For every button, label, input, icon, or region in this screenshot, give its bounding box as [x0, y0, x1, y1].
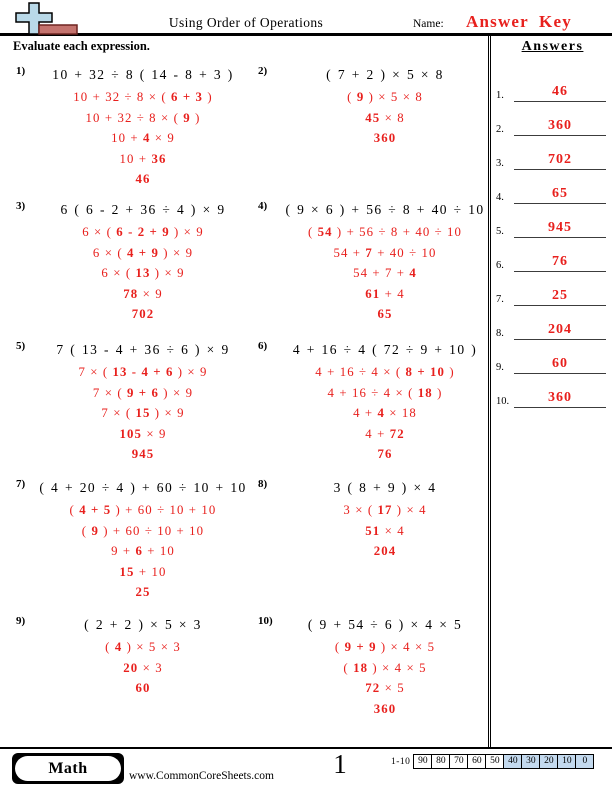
- problem-work: [38, 615, 248, 699]
- step-highlight: 4 + 5: [79, 503, 112, 517]
- solution-step: [353, 403, 417, 424]
- problem-work: [280, 200, 490, 325]
- page-number: 1: [333, 749, 347, 779]
- answer-blank: [514, 286, 606, 306]
- solution-step: [343, 658, 426, 679]
- step-highlight: 9: [356, 90, 365, 104]
- answer-number: 1.: [496, 90, 504, 101]
- step-text: × 5: [380, 681, 405, 696]
- step-text: 54 +: [333, 245, 366, 260]
- step-highlight: 45: [365, 110, 381, 125]
- answer-blank: [514, 218, 606, 238]
- answer-blank: [514, 388, 606, 408]
- step-text: × 4: [380, 523, 405, 538]
- solution-step: [123, 284, 162, 305]
- solution-step: [93, 383, 193, 404]
- problem-number: 6): [258, 340, 268, 352]
- step-text: (: [334, 640, 345, 654]
- step-highlight: 72: [365, 681, 381, 696]
- step-text: + 10: [134, 564, 167, 579]
- step-highlight: 4: [143, 131, 151, 146]
- answer-row: [491, 272, 612, 306]
- problem-expression: 10 + 32 ÷ 8 ( 14 - 8 + 3 ): [52, 67, 234, 82]
- problem-block: [16, 478, 250, 603]
- step-highlight: 702: [131, 307, 155, 322]
- step-text: 10 + 32 ÷ 8 × (: [73, 90, 172, 104]
- answer-value: 76: [552, 254, 568, 269]
- grade-scale-cells: [414, 754, 594, 769]
- step-text: × 9: [138, 286, 163, 301]
- solution-step: [335, 637, 435, 658]
- answer-number: 8.: [496, 328, 504, 339]
- solution-step: [378, 444, 393, 465]
- step-text: × 9: [150, 131, 175, 146]
- problem-work: [280, 615, 490, 719]
- step-text: × 18: [385, 406, 417, 421]
- step-highlight: 25: [135, 585, 151, 600]
- step-highlight: 8 + 10: [405, 365, 446, 379]
- answer-number: 6.: [496, 260, 504, 271]
- step-highlight: 4: [114, 640, 123, 654]
- problem-number: 10): [258, 615, 273, 627]
- solution-step: [308, 222, 462, 243]
- problem-expression: 7 ( 13 - 4 + 36 ÷ 6 ) × 9: [56, 342, 230, 357]
- step-text: (: [81, 523, 92, 538]
- solution-step: [136, 582, 151, 603]
- problem-expression: 6 ( 6 - 2 + 36 ÷ 4 ) × 9: [60, 202, 226, 217]
- answer-row: [491, 238, 612, 272]
- answer-value: 204: [548, 322, 572, 337]
- step-highlight: 9: [91, 523, 99, 538]
- step-text: ) × 5 × 3: [122, 640, 181, 654]
- step-highlight: 9 + 9: [344, 640, 377, 654]
- solution-step: [93, 243, 193, 264]
- step-text: 4 + 16 ÷ 4 × (: [315, 365, 406, 379]
- solution-step: [78, 362, 207, 383]
- problem-work: [280, 65, 490, 149]
- step-highlight: 6 + 3: [171, 90, 204, 104]
- solution-step: [374, 128, 397, 149]
- step-highlight: 78: [123, 286, 139, 301]
- grade-cell: 30: [521, 754, 540, 769]
- step-highlight: 13: [135, 266, 151, 281]
- problem-expression: ( 7 + 2 ) × 5 × 8: [326, 67, 444, 82]
- answer-row: [491, 204, 612, 238]
- step-text: 10 +: [111, 131, 143, 146]
- step-text: × 8: [380, 110, 405, 125]
- website-text: www.CommonCoreSheets.com: [129, 770, 274, 782]
- step-highlight: 20: [123, 660, 139, 675]
- step-highlight: 9 + 6: [127, 385, 159, 400]
- solution-step: [101, 263, 184, 284]
- solution-step: [82, 521, 204, 542]
- grade-cell: 70: [449, 754, 468, 769]
- answer-value: 65: [552, 186, 568, 201]
- grade-scale-label: 1-10: [391, 756, 411, 767]
- problem-number: 9): [16, 615, 26, 627]
- solution-step: [86, 108, 201, 129]
- answer-value: 945: [548, 220, 572, 235]
- step-highlight: 6: [135, 544, 143, 559]
- subject-badge: [12, 753, 124, 784]
- solution-step: [120, 562, 167, 583]
- solution-step: [333, 243, 436, 264]
- step-text: 9 +: [111, 544, 136, 559]
- step-highlight: 15: [135, 406, 151, 421]
- name-label: Name:: [413, 18, 444, 30]
- problem-expression: ( 2 + 2 ) × 5 × 3: [84, 617, 202, 632]
- step-text: ): [432, 385, 443, 400]
- problem-block: [16, 200, 250, 325]
- solution-step: [374, 699, 397, 720]
- step-text: 7 × (: [101, 406, 136, 421]
- solution-step: [315, 362, 454, 383]
- solution-step: [101, 403, 184, 424]
- answer-row: [491, 68, 612, 102]
- answer-value: 360: [548, 118, 572, 133]
- solution-step: [347, 87, 423, 108]
- problem-block: [258, 200, 492, 325]
- answer-value: 702: [548, 152, 572, 167]
- step-highlight: 46: [135, 172, 151, 187]
- step-text: ) + 60 ÷ 10 + 10: [98, 523, 205, 538]
- solution-step: [111, 128, 175, 149]
- step-text: × 3: [138, 660, 163, 675]
- solution-step: [105, 637, 181, 658]
- instruction-text: Evaluate each expression.: [13, 39, 150, 53]
- worksheet-title: Using Order of Operations: [168, 15, 324, 30]
- problem-number: 5): [16, 340, 26, 352]
- grade-scale: [391, 754, 594, 769]
- problem-number: 2): [258, 65, 268, 77]
- problem-block: [258, 340, 492, 465]
- step-text: ): [190, 110, 201, 125]
- step-highlight: 4: [377, 406, 385, 421]
- step-text: 7 × (: [78, 365, 113, 379]
- answers-title: Answers: [521, 39, 584, 54]
- grade-cell: 90: [413, 754, 432, 769]
- solution-step: [374, 541, 397, 562]
- solution-step: [70, 500, 217, 521]
- answers-list: [491, 68, 612, 408]
- step-text: (: [343, 660, 354, 675]
- step-text: 7 × (: [92, 385, 127, 400]
- step-text: ) + 60 ÷ 10 + 10: [111, 503, 217, 517]
- step-highlight: 76: [377, 447, 393, 462]
- step-highlight: 945: [131, 447, 155, 462]
- step-text: (: [307, 225, 318, 239]
- step-text: ) × 9: [173, 365, 208, 379]
- step-highlight: 18: [417, 385, 433, 400]
- step-highlight: 36: [151, 151, 167, 166]
- solution-step: [343, 500, 426, 521]
- step-highlight: 4 + 9: [127, 245, 159, 260]
- step-text: 6 × (: [92, 245, 127, 260]
- step-text: + 4: [380, 286, 405, 301]
- step-text: ) × 4: [392, 503, 427, 517]
- solution-step: [378, 304, 393, 325]
- step-highlight: 61: [365, 286, 381, 301]
- answer-row: [491, 170, 612, 204]
- answer-blank: [514, 184, 606, 204]
- step-highlight: 18: [353, 660, 369, 675]
- problem-work: [38, 200, 248, 325]
- step-highlight: 9: [183, 110, 191, 125]
- answer-blank: [514, 82, 606, 102]
- solution-step: [365, 678, 404, 699]
- problem-block: [258, 615, 492, 719]
- answer-number: 3.: [496, 158, 504, 169]
- step-text: ) × 4 × 5: [376, 640, 436, 654]
- step-text: ) × 9: [159, 385, 194, 400]
- solution-step: [132, 304, 155, 325]
- step-text: ): [445, 365, 455, 379]
- answer-row: [491, 374, 612, 408]
- step-text: ) × 5 × 8: [364, 90, 423, 104]
- answer-row: [491, 136, 612, 170]
- solution-step: [328, 383, 443, 404]
- step-text: 4 +: [365, 426, 390, 441]
- grade-cell: 50: [485, 754, 504, 769]
- solution-step: [365, 521, 404, 542]
- answer-value: 25: [552, 288, 568, 303]
- problem-expression: ( 4 + 20 ÷ 4 ) + 60 ÷ 10 + 10: [39, 480, 247, 495]
- problem-work: [280, 340, 490, 465]
- problem-expression: ( 9 + 54 ÷ 6 ) × 4 × 5: [307, 617, 463, 632]
- solution-step: [365, 284, 404, 305]
- answer-number: 2.: [496, 124, 504, 135]
- answers-panel: [488, 36, 612, 748]
- step-text: 4 +: [353, 406, 378, 421]
- step-highlight: 17: [377, 503, 393, 517]
- answer-key-label: Answer Key: [466, 12, 572, 31]
- grade-cell: 40: [503, 754, 522, 769]
- step-text: 6 × (: [82, 225, 117, 239]
- answer-number: 7.: [496, 294, 504, 305]
- solution-step: [73, 87, 212, 108]
- step-text: 54 + 7 +: [353, 266, 410, 281]
- subject-pill: [15, 756, 121, 781]
- problem-expression: 4 + 16 ÷ 4 ( 72 ÷ 9 + 10 ): [292, 342, 478, 357]
- problem-number: 8): [258, 478, 268, 490]
- step-text: + 40 ÷ 10: [372, 245, 437, 260]
- answer-blank: [514, 320, 606, 340]
- step-highlight: 60: [135, 681, 151, 696]
- problem-work: [38, 65, 248, 190]
- answer-row: [491, 306, 612, 340]
- problem-block: [16, 615, 250, 699]
- answer-value: 46: [552, 84, 568, 99]
- step-highlight: 360: [373, 131, 397, 146]
- step-highlight: 6 - 2 + 9: [116, 225, 170, 239]
- step-highlight: 204: [373, 544, 397, 559]
- step-text: 4 + 16 ÷ 4 × (: [327, 385, 418, 400]
- problem-block: [258, 65, 492, 149]
- step-text: ) × 9: [150, 266, 185, 281]
- step-text: ) × 9: [159, 245, 194, 260]
- step-highlight: 360: [373, 701, 397, 716]
- answer-value: 60: [552, 356, 568, 371]
- problem-number: 3): [16, 200, 26, 212]
- problem-block: [16, 340, 250, 465]
- step-text: ) × 9: [169, 225, 204, 239]
- grade-cell: 0: [575, 754, 594, 769]
- step-text: 10 +: [119, 151, 152, 166]
- answer-row: [491, 340, 612, 374]
- step-text: × 9: [142, 426, 167, 441]
- grade-cell: 80: [431, 754, 450, 769]
- step-text: ): [203, 90, 213, 104]
- step-highlight: 51: [365, 523, 381, 538]
- header: [0, 0, 612, 36]
- answer-row: [491, 102, 612, 136]
- answer-number: 4.: [496, 192, 504, 203]
- step-highlight: 54: [317, 225, 333, 239]
- grade-cell: 10: [557, 754, 576, 769]
- answer-number: 10.: [496, 396, 510, 407]
- step-highlight: 15: [119, 564, 135, 579]
- step-highlight: 7: [365, 245, 373, 260]
- grade-cell: 60: [467, 754, 486, 769]
- problem-work: [38, 340, 248, 465]
- answer-value: 360: [548, 390, 572, 405]
- step-text: ) + 56 ÷ 8 + 40 ÷ 10: [332, 225, 463, 239]
- step-text: ) × 4 × 5: [368, 660, 427, 675]
- answer-number: 5.: [496, 226, 504, 237]
- problem-block: [258, 478, 492, 562]
- step-text: ) × 9: [150, 406, 185, 421]
- solution-step: [111, 541, 175, 562]
- answer-blank: [514, 150, 606, 170]
- step-highlight: 105: [119, 426, 143, 441]
- step-text: 6 × (: [101, 266, 136, 281]
- problem-expression: ( 9 × 6 ) + 56 ÷ 8 + 40 ÷ 10: [285, 202, 485, 217]
- solution-step: [123, 658, 162, 679]
- step-highlight: 13 - 4 + 6: [112, 365, 174, 379]
- step-text: (: [69, 503, 80, 517]
- solution-step: [120, 149, 167, 170]
- step-text: (: [105, 640, 115, 654]
- step-highlight: 72: [389, 426, 405, 441]
- problem-work: [280, 478, 490, 562]
- solution-step: [136, 169, 151, 190]
- solution-step: [132, 444, 155, 465]
- step-text: 3 × (: [343, 503, 378, 517]
- step-text: + 10: [143, 544, 175, 559]
- step-text: 10 + 32 ÷ 8 × (: [85, 110, 184, 125]
- problem-number: 7): [16, 478, 26, 490]
- plus-and-minus-blocks-icon: [12, 2, 80, 40]
- answer-blank: [514, 116, 606, 136]
- solution-step: [136, 678, 151, 699]
- step-text: (: [347, 90, 357, 104]
- answer-number: 9.: [496, 362, 504, 373]
- problem-number: 1): [16, 65, 26, 77]
- solution-step: [365, 424, 404, 445]
- problem-expression: 3 ( 8 + 9 ) × 4: [333, 480, 437, 495]
- solution-step: [353, 263, 417, 284]
- step-highlight: 65: [377, 307, 393, 322]
- problem-work: [38, 478, 248, 603]
- solution-step: [365, 108, 404, 129]
- solution-step: [120, 424, 167, 445]
- solution-step: [82, 222, 204, 243]
- grade-cell: 20: [539, 754, 558, 769]
- answer-blank: [514, 354, 606, 374]
- problem-block: [16, 65, 250, 190]
- step-highlight: 4: [409, 266, 417, 281]
- answer-blank: [514, 252, 606, 272]
- subject-label: Math: [48, 759, 88, 777]
- problem-number: 4): [258, 200, 268, 212]
